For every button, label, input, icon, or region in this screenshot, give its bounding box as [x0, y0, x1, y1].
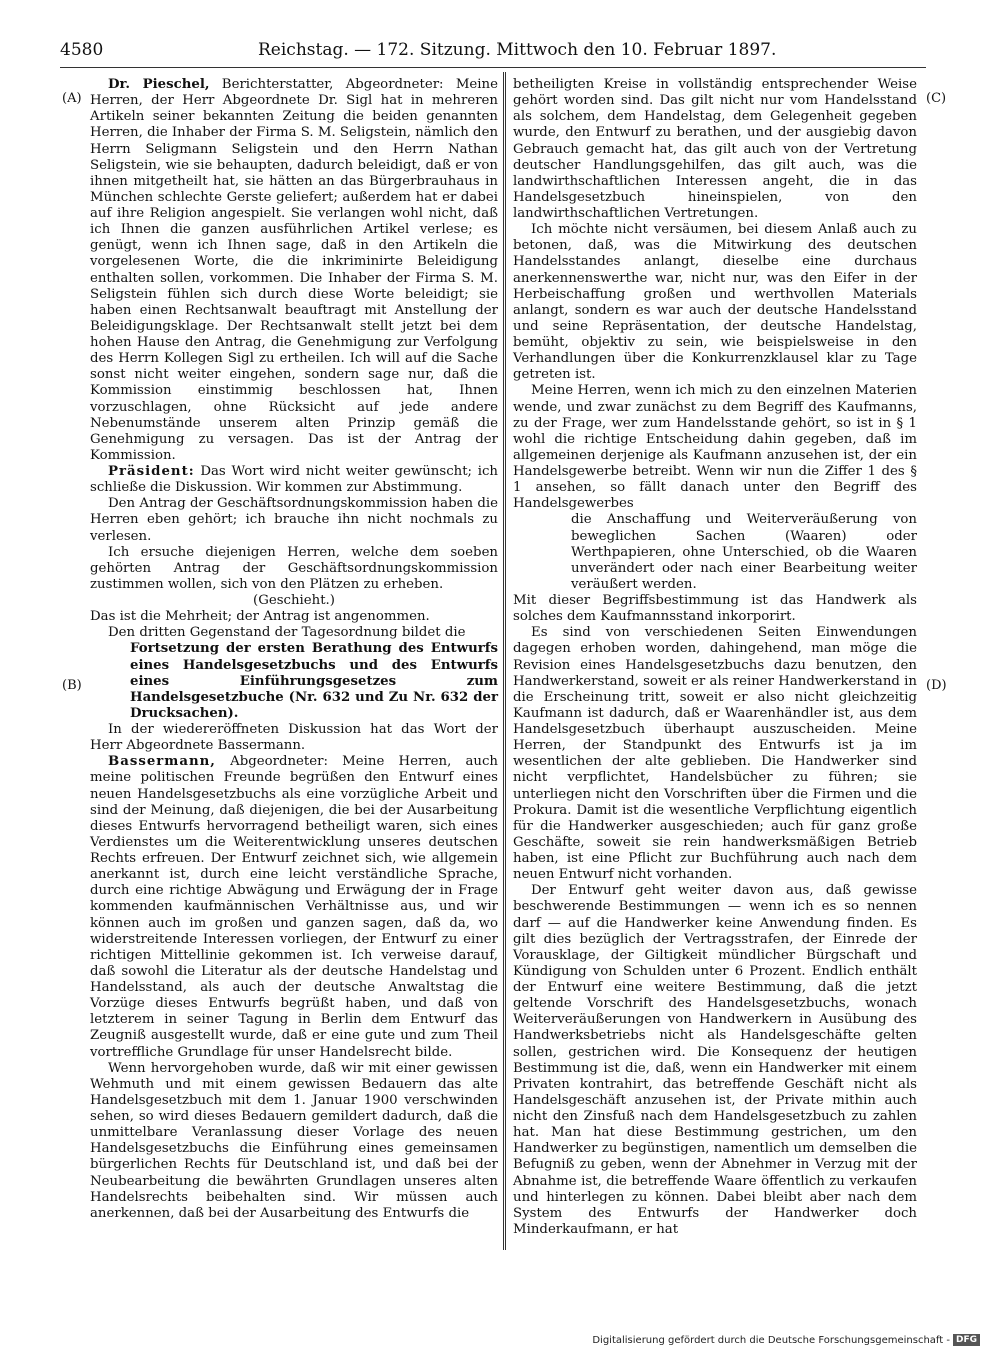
- block-quote: die Anschaffung und Weiterveräußerung von beweglichen Sachen (Waaren) oder Werthpapieren, ohne Unterschied, ob die Waaren unverändert oder nach einer Bearbeitung weiter veräußert werden.: [571, 512, 917, 592]
- margin-marker-d: (D): [926, 678, 947, 693]
- running-title: Reichstag. — 172. Sitzung. Mittwoch den 10. Februar 1897.: [258, 40, 777, 60]
- dfg-logo-icon: DFG: [953, 1334, 980, 1346]
- footer-credit: Digitalisierung gefördert durch die Deutsche Forschungsgemeinschaft -: [592, 1334, 950, 1346]
- paragraph: Ich möchte nicht versäumen, bei diesem Anlaß auch zu betonen, daß, was die Mitwirkung des deutschen Handelsstandes anlangt, dieselbe eine durchaus anerkennenswerthe war, nicht nur, was den Eifer in der Herbeischaffung großen und werthvollen Materials anlangt, sondern es war auch der deutsche Handelsstand und seine Repräsentation, der deutsche Handelstag, bemüht, objektiv zu sein, wie beispielsweise in den Verhandlungen über die Konkurrenzklausel klar zu Tage getreten ist.: [513, 222, 917, 383]
- paragraph: Das ist die Mehrheit; der Antrag ist angenommen.: [90, 609, 430, 625]
- digitization-footer: [592, 1334, 980, 1346]
- paragraph: Es sind von verschiedenen Seiten Einwendungen dagegen erhoben worden, dahingehend, man möge die Revision eines Handelsgesetzbuchs dazu benutzen, den Handwerkerstand, soweit er als reiner Handwerkerstand in die Erscheinung tritt, soweit er also nicht gleichzeitig Kaufmann ist dadurch, daß er Waarenhändler ist, aus dem Handelsgesetzbuch überhaupt auszuscheiden. Meine Herren, der Standpunkt des Entwurfs ist ja im wesentlichen der alte geblieben. Die Handwerker sind nicht verpflichtet, Handelsbücher zu führen; sie unterliegen nicht den Vorschriften über die Firmen und die Prokura. Damit ist die wesentliche Verpflichtung eigentlich für die Handwerker ausgeschieden; auch für ganz große Geschäfte, soweit sie rein handwerksmäßigen Betrieb haben, ist eine Pflicht zur Buchführung auch nach dem neuen Entwurf nicht vorhanden.: [513, 625, 917, 883]
- paragraph: In der wiedereröffneten Diskussion hat das Wort der Herr Abgeordnete Bassermann.: [90, 722, 498, 754]
- paragraph: Wenn hervorgehoben wurde, daß wir mit einer gewissen Wehmuth und mit einem gewissen Bedauern das alte Handelsgesetzbuch mit dem 1. Januar 1900 verschwinden sehen, so wird dieses Bedauern gemildert dadurch, daß die unmittelbare Veranlassung dieser Vorlage des neuen Handelsgesetzbuchs die Einführung eines gemeinsamen bürgerlichen Rechts für Deutschland ist, und daß bei der Neubearbeitung die bewährten Grundlagen unseres alten Handelsrechts beibehalten sind. Wir müssen auch anerkennen, daß bei der Ausarbeitung des Entwurfs die: [90, 1060, 498, 1221]
- right-column: [513, 77, 917, 1238]
- margin-marker-a: (A): [62, 91, 82, 106]
- paragraph: Den dritten Gegenstand der Tagesordnung bildet die: [108, 625, 466, 641]
- agenda-item: Fortsetzung der ersten Berathung des Entwurfs eines Handelsgesetzbuchs und des Entwurfs eines Einführungsgesetzes zum Handelsgesetzbuche (Nr. 632 und Zu Nr. 632 der Drucksachen).: [130, 641, 498, 721]
- left-column: [90, 77, 498, 1222]
- page-number: 4580: [60, 40, 104, 60]
- paragraph: Bassermann, Abgeordneter: Meine Herren, auch meine politischen Freunde begrüßen den Entwurf eines neuen Handelsgesetzbuchs als eine vorzügliche Arbeit und sind der Meinung, daß diejenigen, die bei der Ausarbeitung dieses Entwurfs hervorragend betheiligt waren, sich eines Verdienstes um die Weiterentwicklung unseres deutschen Rechts erfreuen. Der Entwurf zeichnet sich, wie allgemein anerkannt ist, durch eine leicht verständliche Sprache, durch eine richtige Abwägung und Erwägung der in Frage kommenden kaufmännischen Verhältnisse aus, und wir können auch im großen und ganzen sagen, daß da, wo widerstreitende Interessen vorliegen, der Entwurf zu einer richtigen Mittellinie gekommen ist. Ich verweise darauf, daß sowohl die Literatur als der deutsche Handelstag und Handelsstand, als auch der deutsche Anwaltstag die Vorzüge dieses Entwurfs begrüßt haben, und daß von letzterem in seiner Tagung in Berlin dem Entwurf das Zeugniß ausgestellt wurde, daß er eine gute und zum Theil vortreffliche Grundlage für unser Handelsrecht bilde.: [90, 754, 498, 1060]
- speaker-name: Dr. Pieschel,: [108, 77, 210, 92]
- paragraph: betheiligten Kreise in vollständig entsprechender Weise gehört worden sind. Das gilt nicht nur vom Handelsstand als solchem, dem Handelstag, dem Gelegenheit gegeben wurde, den Entwurf zu berathen, und der ausgiebig davon Gebrauch gemacht hat, das gilt auch von der Vertretung deutscher Handlungsgehilfen, das gilt auch, was die landwirthschaftlichen Interessen angeht, die in das Handelsgesetzbuch hineinspielen, von den landwirthschaftlichen Vertretungen.: [513, 77, 917, 221]
- header-rule: [60, 67, 926, 68]
- paragraph: Präsident: Das Wort wird nicht weiter gewünscht; ich schließe die Diskussion. Wir kommen zur Abstimmung.: [90, 464, 498, 496]
- margin-marker-b: (B): [62, 678, 82, 693]
- stage-direction: (Geschieht.): [253, 593, 335, 608]
- paragraph: Ich ersuche diejenigen Herren, welche dem soeben gehörten Antrag der Geschäftsordnungskommission zustimmen wollen, sich von den Plätzen zu erheben.: [90, 544, 498, 592]
- paragraph: Der Entwurf geht weiter davon aus, daß gewisse beschwerende Bestimmungen — wenn ich es so nennen darf — auf die Handwerker keine Anwendung finden. Es gilt dies bezüglich der Vertragsstrafen, der Einrede der Vorausklage, der Giltigkeit mündlicher Bürgschaft und Kündigung von Schulden unter 6 Prozent. Endlich enthält der Entwurf eine weitere Bestimmung, daß die jetzt geltende Vorschrift des Handelsgesetzbuchs, wonach Weiterveräußerungen von Handwerkern in Ausübung des Handwerksbetriebs nicht als Handelsgeschäfte gelten sollen, gestrichen wird. Die Konsequenz der heutigen Bestimmung ist die, daß, wenn ein Handwerker mit einem Privaten kontrahirt, das betreffende Geschäft nicht als Handelsgeschäft anzusehen ist, der Private mithin auch nicht den Zinsfuß nach dem Handelsgesetzbuch zu zahlen hat. Man hat diese Bestimmung gestrichen, um den Handwerker zu begünstigen, namentlich um demselben die Befugniß zu geben, wenn der Abnehmer in Verzug mit der Abnahme ist, die betreffende Waare öffentlich zu verkaufen und hinterlegen zu können. Dabei bleibt aber nach dem System des Entwurfs der Handwerker doch Minderkaufmann, er hat: [513, 883, 917, 1237]
- paragraph: Meine Herren, wenn ich mich zu den einzelnen Materien wende, und zwar zunächst zu dem Begriff des Kaufmanns, zu der Frage, wer zum Handelsstande gehört, so ist in § 1 wohl die richtige Entscheidung dahin gegeben, daß im allgemeinen derjenige als Kaufmann anzusehen ist, der ein Handelsgewerbe betreibt. Wenn wir nun die Ziffer 1 des § 1 ansehen, so fällt danach unter den Begriff des Handelsgewerbes: [513, 383, 917, 512]
- page-header: [60, 38, 926, 64]
- paragraph: Dr. Pieschel, Berichterstatter, Abgeordneter: Meine Herren, der Herr Abgeordnete Dr. Sigl hat in mehreren Artikeln seiner bekannten Zeitung die beiden genannten Herren, die Inhaber der Firma S. M. Seligstein, nämlich den Herrn Seligmann Seligstein und den Herrn Nathan Seligstein, wie sie behaupten, dadurch beleidigt, daß er von ihnen mitgetheilt hat, sie hätten an das Bürgerbrauhaus in München schlechte Gerste geliefert; außerdem hat er dabei auf ihre Religion angespielt. Sie verlangen wohl nicht, daß ich Ihnen die ganzen ausführlichen Artikel verlese; es genügt, wenn ich Ihnen sage, daß in den Artikeln die vorgelesenen Worte, die die inkriminirte Beleidigung enthalten sollen, vorkommen. Die Inhaber der Firma S. M. Seligstein fühlen sich durch diese Worte beleidigt; sie haben einen Rechtsanwalt beauftragt mit Anstellung der Beleidigungsklage. Der Rechtsanwalt stellt jetzt bei dem hohen Hause den Antrag, die Genehmigung zur Verfolgung des Herrn Kollegen Sigl zu ertheilen. Ich will auf die Sache sonst nicht weiter eingehen, sondern sage nur, daß die Kommission einstimmig beschlossen hat, Ihnen vorzuschlagen, ohne Rücksicht auf jede andere Nebenumstände unserem alten Prinzip gemäß die Genehmigung zu versagen. Das ist der Antrag der Kommission.: [90, 77, 499, 463]
- margin-marker-c: (C): [926, 91, 947, 106]
- column-divider: [503, 72, 506, 1250]
- paragraph: Mit dieser Begriffsbestimmung ist das Handwerk als solches dem Kaufmannsstand inkorporirt.: [513, 593, 917, 625]
- speaker-name: Präsident:: [108, 464, 195, 479]
- paragraph: Den Antrag der Geschäftsordnungskommission haben die Herren eben gehört; ich brauche ihn nicht nochmals zu verlesen.: [90, 496, 498, 544]
- speaker-name: Bassermann,: [108, 754, 216, 770]
